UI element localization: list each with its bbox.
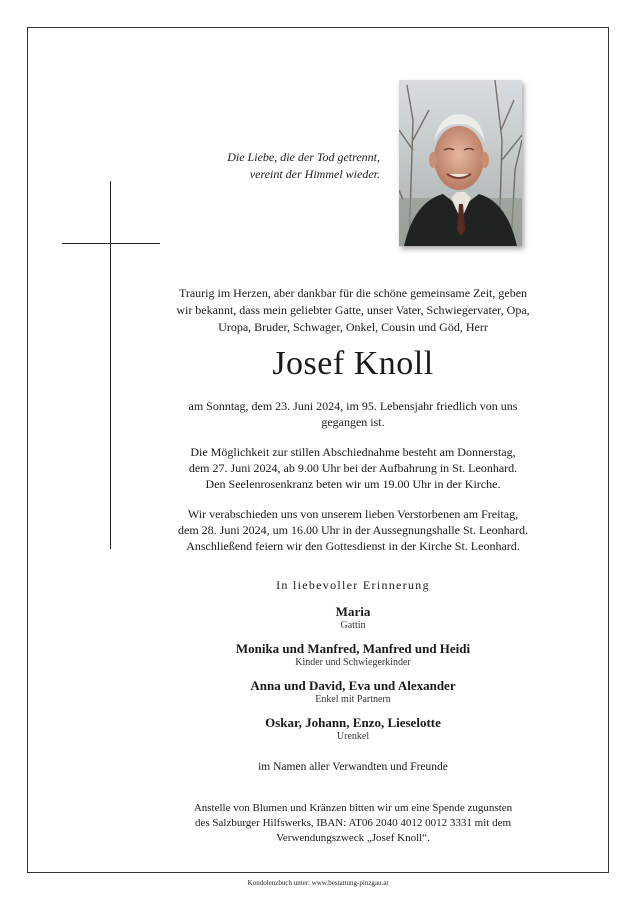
paragraph-line: Wir verabschieden uns von unserem lieben Verstorbenen am Freitag, — [187, 507, 519, 521]
family-names: Maria — [335, 604, 371, 619]
paragraph-line: Anschließend feiern wir den Gottesdienst in der Kirche St. Leonhard. — [186, 539, 520, 553]
memorial-quote — [180, 149, 380, 183]
family-relation: Gattin — [340, 620, 366, 631]
family-entry — [160, 678, 546, 706]
intro-line-1: Traurig im Herzen, aber dankbar für die schöne gemeinsame Zeit, geben — [178, 286, 528, 300]
donation-line-1: Anstelle von Blumen und Kränzen bitten wir um eine Spende zugunsten — [193, 802, 513, 814]
paragraph-line: Den Seelenrosenkranz beten wir um 19.00 Uhr in der Kirche. — [205, 477, 501, 491]
family-entry — [160, 641, 546, 669]
family-entry — [160, 604, 546, 632]
paragraph-line: dem 28. Juni 2024, um 16.00 Uhr in der Aussegnungshalle St. Leonhard. — [178, 523, 528, 537]
intro-line-2: wir bekannt, dass mein geliebter Gatte, unser Vater, Schwiegervater, Opa, — [176, 303, 530, 317]
paragraph-line: gegangen ist. — [321, 415, 385, 429]
paragraph-line: Die Möglichkeit zur stillen Abschiednahme besteht am Donnerstag, — [190, 445, 516, 459]
donation-request — [160, 801, 546, 846]
family-entry — [160, 715, 546, 743]
portrait-illustration — [399, 80, 522, 246]
family-relation: Enkel mit Partnern — [315, 694, 391, 705]
family-relation: Urenkel — [336, 731, 370, 742]
intro-line-3: Uropa, Bruder, Schwager, Onkel, Cousin und Göd, Herr — [218, 320, 488, 334]
paragraph-line: dem 27. Juni 2024, ab 9.00 Uhr bei der Aufbahrung in St. Leonhard. — [188, 461, 518, 475]
quote-line-2: vereint der Himmel wieder. — [249, 167, 380, 181]
intro-text — [160, 285, 546, 336]
donation-line-2: des Salzburger Hilfswerks, IBAN: AT06 2040 4012 0012 3331 mit dem — [194, 817, 512, 829]
paragraph-line: am Sonntag, dem 23. Juni 2024, im 95. Lebensjahr friedlich von uns — [188, 399, 518, 413]
viewing-info — [160, 444, 546, 492]
cross-horizontal — [62, 243, 160, 244]
family-relation: Kinder und Schwiegerkinder — [295, 657, 411, 668]
family-names: Monika und Manfred, Manfred und Heidi — [235, 641, 471, 656]
portrait-photo — [399, 80, 522, 246]
closing-line: im Namen aller Verwandten und Freunde — [258, 761, 448, 773]
cross-vertical — [110, 181, 111, 549]
deceased-name: Josef Knoll — [272, 345, 434, 382]
family-names: Anna und David, Eva und Alexander — [250, 678, 456, 693]
quote-line-1: Die Liebe, die der Tod getrennt, — [227, 150, 380, 164]
funeral-info — [160, 506, 546, 554]
condolence-link[interactable]: Kondolenzbuch unter: www.bestattung-pinzgau.at — [247, 879, 389, 887]
memory-heading: In liebevoller Erinnerung — [276, 578, 430, 592]
family-names: Oskar, Johann, Enzo, Lieselotte — [265, 715, 441, 730]
donation-line-3: Verwendungszweck „Josef Knoll“. — [276, 832, 430, 844]
family-list — [160, 604, 546, 752]
death-announcement — [160, 398, 546, 430]
